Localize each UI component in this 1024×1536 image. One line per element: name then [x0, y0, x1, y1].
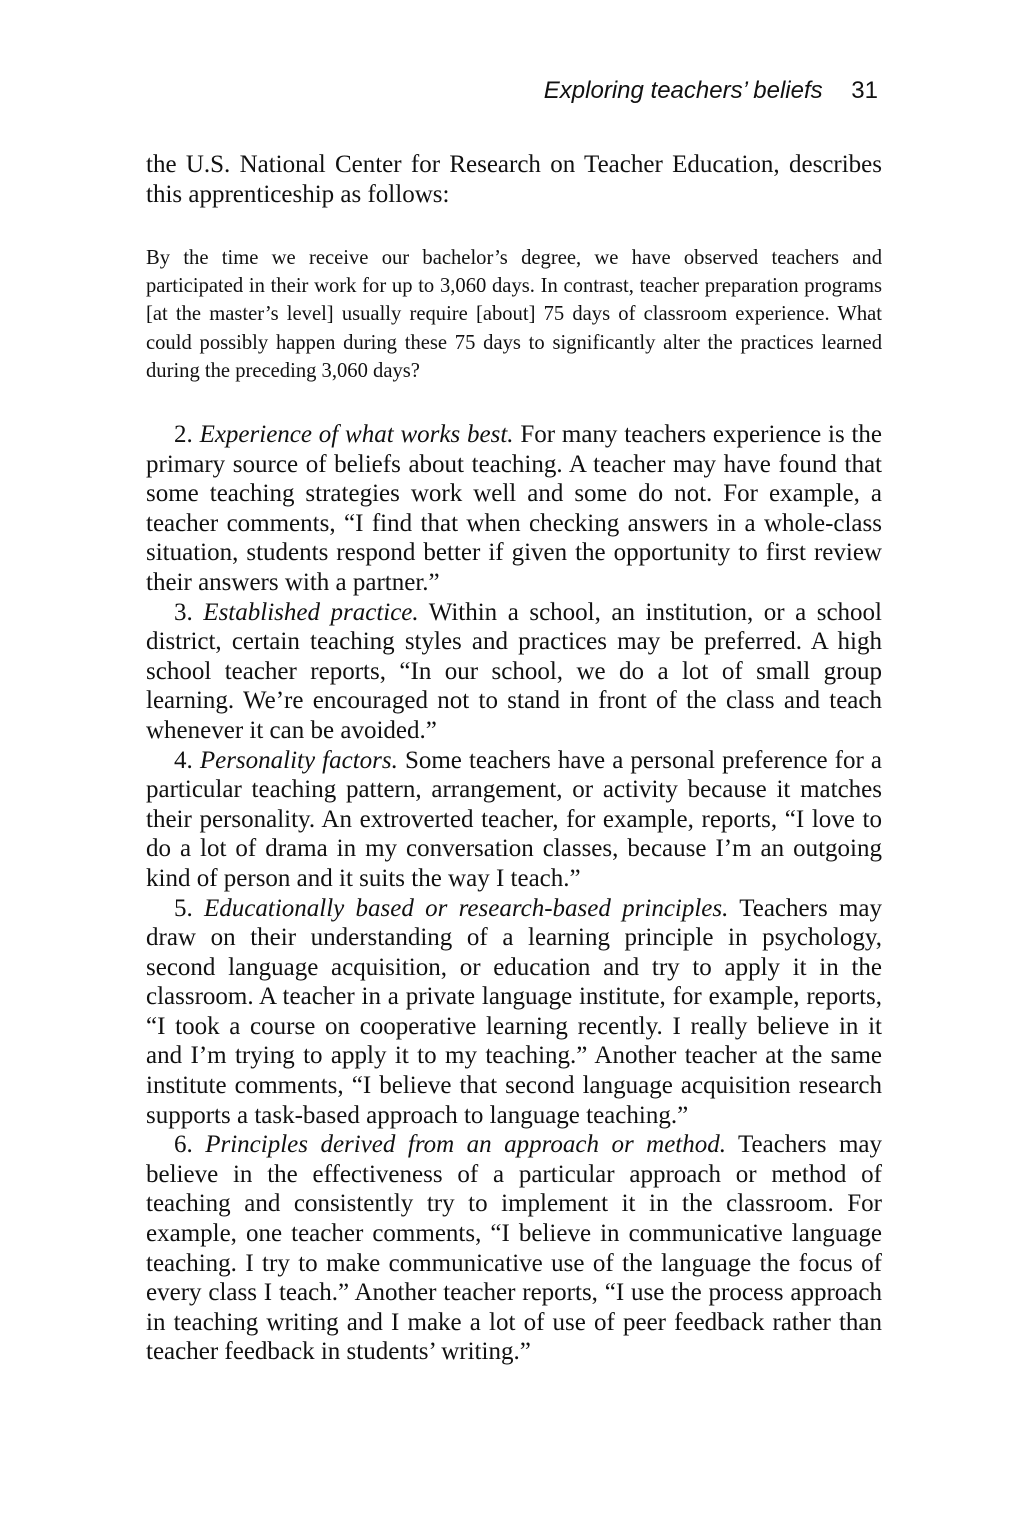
list-item — [146, 746, 882, 894]
running-head — [544, 76, 878, 106]
belief-sources-list — [146, 420, 882, 1367]
item-heading: Established practice. — [203, 598, 419, 626]
item-heading: Personality factors. — [199, 746, 398, 774]
item-heading: Principles derived from an approach or method. — [205, 1131, 726, 1159]
list-item — [146, 420, 882, 598]
item-number: 6. — [174, 1131, 193, 1159]
item-text: Within a school, an institution, or a school district, certain teaching styles and practices may be preferred. A high school teacher reports, “In our school, we do a lot of small group learning. We’re encouraged not to stand in front of the class and teach whenever it can be avoided.” — [146, 598, 882, 744]
item-number: 2. — [174, 421, 193, 448]
lead-paragraph: the U.S. National Center for Research on Teacher Education, describes this apprenticeship as follows: — [146, 151, 882, 208]
list-item — [146, 894, 882, 1131]
item-heading: Experience of what works best. — [199, 421, 514, 448]
list-item — [146, 1130, 882, 1367]
block-quote — [146, 244, 882, 385]
item-text: Teachers may draw on their understanding of a learning principle in psychology, second language acquisition, or education and try to apply it in the classroom. A teacher in a private language institute, for example, reports, “I took a course on cooperative learning recently. I really believe in it and I’m trying to apply it to my teaching.” Another teacher at the same institute comments, “I believe that second language acquisition research supports a task-based approach to language teaching.” — [146, 894, 882, 1129]
running-head-title: Exploring teachers’ beliefs — [543, 77, 823, 104]
item-number: 4. — [174, 746, 193, 774]
item-text: For many teachers experience is the primary source of beliefs about teaching. A teacher may have found that some teaching strategies work well and some do not. For example, a teacher comments, “I find that when checking answers in a whole-class situation, students respond better if given the opportunity to first review their answers with a partner.” — [146, 421, 883, 596]
block-quote-text: By the time we receive our bachelor’s degree, we have observed teachers and participated in their work for up to 3,060 days. In contrast, teacher preparation programs [at the master’s level] usually require [about] 75 days of classroom experience. What could possibly happen during these 75 days to significantly alter the practices learned during the preceding 3,060 days? — [146, 247, 882, 382]
item-text: Some teachers have a personal preference for a particular teaching pattern, arrangement, or activity because it matches their personality. An extroverted teacher, for example, reports, “I love to do a lot of drama in my conversation classes, because I’m an outgoing kind of person and it suits the way I teach.” — [146, 746, 882, 892]
item-text: Teachers may believe in the effectiveness of a particular approach or method of teaching and consistently try to implement it in the classroom. For example, one teacher comments, “I believe in communicative language teaching. I try to make communicative use of the language the focus of every class I teach.” Another teacher reports, “I use the process approach in teaching writing and I make a lot of use of peer feedback rather than teacher feedback in students’ writing.” — [146, 1131, 882, 1366]
item-number: 3. — [174, 598, 193, 626]
page-number: 31 — [851, 77, 878, 104]
item-number: 5. — [174, 894, 193, 922]
lead-paragraph-block — [146, 150, 882, 210]
list-item — [146, 598, 882, 746]
item-heading: Educationally based or research-based principles. — [204, 894, 729, 922]
